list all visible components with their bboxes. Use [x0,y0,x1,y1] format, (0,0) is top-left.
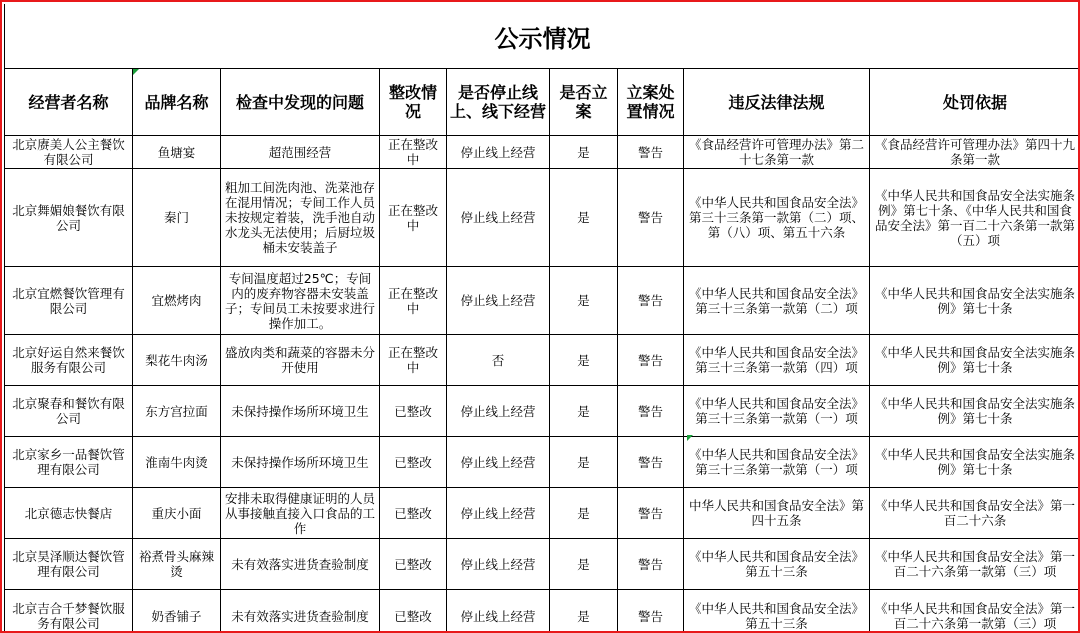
cell-operator: 北京吉合千梦餐饮服务有限公司 [5,590,133,633]
cell-rectification: 已整改 [380,590,447,633]
cell-case-filed: 是 [550,267,618,335]
cell-penalty-basis: 《中华人民共和国食品安全法实施条例》第七十条 [870,437,1080,488]
cell-operator: 北京赓美人公主餐饮有限公司 [5,136,133,169]
cell-case-filed: 是 [550,335,618,386]
table-row [5,539,1080,590]
cell-issues: 未有效落实进货查验制度 [221,590,380,633]
header-penalty-basis: 处罚依据 [870,69,1080,136]
cell-penalty-basis: 《中华人民共和国食品安全法》第一百二十六条第一款第（三）项 [870,590,1080,633]
cell-issues: 粗加工间洗肉池、洗菜池存在混用情况；专间工作人员未按规定着装，洗手池自动水龙头无法使用；后厨垃圾桶未安装盖子 [221,169,380,267]
cell-suspension: 否 [447,335,550,386]
cell-operator: 北京聚春和餐饮有限公司 [5,386,133,437]
cell-violation: 《中华人民共和国食品安全法》第五十三条 [684,539,870,590]
cell-violation: 《中华人民共和国食品安全法》第三十三条第一款第（二）项、第（八）项、第五十六条 [684,169,870,267]
cell-brand: 淮南牛肉烫 [133,437,221,488]
cell-comment-marker [687,435,693,441]
cell-operator: 北京宜燃餐饮管理有限公司 [5,267,133,335]
cell-brand: 东方宫拉面 [133,386,221,437]
header-rectification: 整改情况 [380,69,447,136]
header-case-filed: 是否立案 [550,69,618,136]
cell-rectification: 已整改 [380,488,447,539]
cell-suspension: 停止线上经营 [447,539,550,590]
header-disposition: 立案处置情况 [618,69,684,136]
cell-penalty-basis: 《食品经营许可管理办法》第四十九条第一款 [870,136,1080,169]
cell-issues: 安排未取得健康证明的人员从事接触直接入口食品的工作 [221,488,380,539]
cell-brand: 秦门 [133,169,221,267]
cell-comment-marker [133,69,139,75]
cell-penalty-basis: 《中华人民共和国食品安全法实施条例》第七十条 [870,267,1080,335]
cell-disposition: 警告 [618,590,684,633]
cell-disposition: 警告 [618,539,684,590]
cell-brand: 重庆小面 [133,488,221,539]
cell-brand: 宜燃烤肉 [133,267,221,335]
cell-issues: 未保持操作场所环境卫生 [221,386,380,437]
cell-penalty-basis: 《中华人民共和国食品安全法》第一百二十六条第一款第（三）项 [870,539,1080,590]
cell-operator: 北京舞媚娘餐饮有限公司 [5,169,133,267]
cell-operator: 北京家乡一品餐饮管理有限公司 [5,437,133,488]
cell-issues: 超范围经营 [221,136,380,169]
cell-violation: 《中华人民共和国食品安全法》第三十三条第一款第（一）项 [684,437,870,488]
cell-rectification: 正在整改中 [380,267,447,335]
cell-suspension: 停止线上经营 [447,267,550,335]
header-brand: 品牌名称 [133,69,221,136]
table-row [5,437,1080,488]
cell-operator: 北京昊泽顺达餐饮管理有限公司 [5,539,133,590]
cell-issues: 未保持操作场所环境卫生 [221,437,380,488]
cell-issues: 盛放肉类和蔬菜的容器未分开使用 [221,335,380,386]
cell-rectification: 正在整改中 [380,136,447,169]
cell-violation: 《食品经营许可管理办法》第二十七条第一款 [684,136,870,169]
cell-violation: 《中华人民共和国食品安全法》第三十三条第一款第（二）项 [684,267,870,335]
table-row [5,488,1080,539]
cell-brand: 奶香铺子 [133,590,221,633]
cell-violation: 《中华人民共和国食品安全法》第三十三条第一款第（四）项 [684,335,870,386]
cell-rectification: 正在整改中 [380,335,447,386]
cell-suspension: 停止线上经营 [447,437,550,488]
table-row [5,136,1080,169]
cell-issues: 专间温度超过25℃；专间内的废弃物容器未安装盖子；专间员工未按要求进行操作加工。 [221,267,380,335]
cell-brand: 裕煮骨头麻辣烫 [133,539,221,590]
cell-case-filed: 是 [550,488,618,539]
cell-rectification: 正在整改中 [380,169,447,267]
header-violation: 违反法律法规 [684,69,870,136]
cell-penalty-basis: 《中华人民共和国食品安全法实施条例》第七十条 [870,335,1080,386]
table-header-row [5,69,1080,136]
cell-brand: 梨花牛肉汤 [133,335,221,386]
cell-operator: 北京德志快餐店 [5,488,133,539]
cell-case-filed: 是 [550,169,618,267]
header-issues: 检查中发现的问题 [221,69,380,136]
cell-brand: 鱼塘宴 [133,136,221,169]
cell-suspension: 停止线上经营 [447,488,550,539]
cell-violation: 《中华人民共和国食品安全法》第五十三条 [684,590,870,633]
cell-violation: 中华人民共和国食品安全法》第四十五条 [684,488,870,539]
cell-rectification: 已整改 [380,539,447,590]
header-suspension: 是否停止线上、线下经营 [447,69,550,136]
cell-suspension: 停止线上经营 [447,136,550,169]
table-row [5,386,1080,437]
cell-rectification: 已整改 [380,437,447,488]
cell-suspension: 停止线上经营 [447,169,550,267]
cell-penalty-basis: 《中华人民共和国食品安全法实施条例》第七十条、《中华人民共和国食品安全法》第一百二十六条第一款第（五）项 [870,169,1080,267]
cell-penalty-basis: 《中华人民共和国食品安全法实施条例》第七十条 [870,386,1080,437]
cell-rectification: 已整改 [380,386,447,437]
cell-case-filed: 是 [550,386,618,437]
cell-suspension: 停止线上经营 [447,590,550,633]
table-row [5,267,1080,335]
announcement-table [4,4,1080,633]
cell-case-filed: 是 [550,539,618,590]
cell-case-filed: 是 [550,590,618,633]
cell-disposition: 警告 [618,136,684,169]
cell-penalty-basis: 《中华人民共和国食品安全法》第一百二十六条 [870,488,1080,539]
cell-disposition: 警告 [618,335,684,386]
page-title: 公示情况 [5,4,1080,69]
cell-case-filed: 是 [550,437,618,488]
cell-suspension: 停止线上经营 [447,386,550,437]
table-row [5,590,1080,633]
cell-disposition: 警告 [618,169,684,267]
table-row [5,169,1080,267]
cell-operator: 北京好运自然来餐饮服务有限公司 [5,335,133,386]
cell-disposition: 警告 [618,267,684,335]
cell-violation: 《中华人民共和国食品安全法》第三十三条第一款第（一）项 [684,386,870,437]
cell-case-filed: 是 [550,136,618,169]
cell-disposition: 警告 [618,488,684,539]
table-row [5,335,1080,386]
cell-issues: 未有效落实进货查验制度 [221,539,380,590]
header-operator: 经营者名称 [5,69,133,136]
cell-disposition: 警告 [618,386,684,437]
cell-disposition: 警告 [618,437,684,488]
